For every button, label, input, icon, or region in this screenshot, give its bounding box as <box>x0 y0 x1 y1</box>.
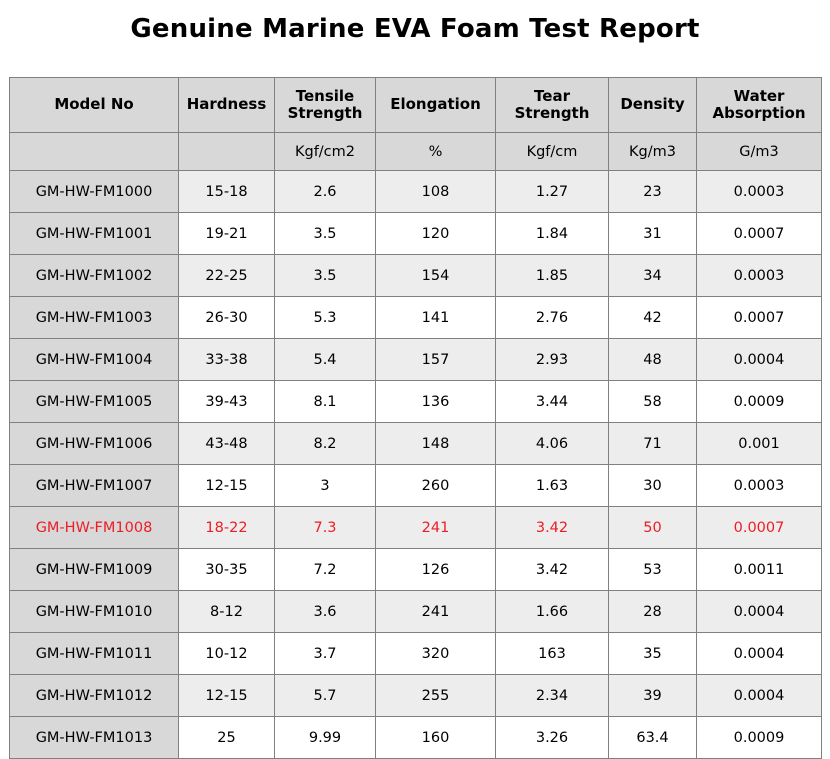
cell-value: 71 <box>609 423 697 465</box>
cell-value: 33-38 <box>179 339 275 381</box>
table-row <box>10 423 822 465</box>
report-page <box>0 10 830 757</box>
cell-value: 53 <box>609 549 697 591</box>
cell-value: 43-48 <box>179 423 275 465</box>
cell-value: 5.3 <box>275 297 376 339</box>
cell-value: 2.76 <box>496 297 609 339</box>
table-row <box>10 717 822 759</box>
cell-value: 0.0004 <box>697 675 822 717</box>
cell-model-no: GM-HW-FM1006 <box>10 423 179 465</box>
column-header-hardness: Hardness <box>179 78 275 133</box>
cell-value: 163 <box>496 633 609 675</box>
cell-value: 0.0009 <box>697 717 822 759</box>
cell-value: 63.4 <box>609 717 697 759</box>
cell-value: 0.0003 <box>697 255 822 297</box>
cell-value: 12-15 <box>179 465 275 507</box>
cell-value: 30-35 <box>179 549 275 591</box>
cell-value: 25 <box>179 717 275 759</box>
cell-value: 9.99 <box>275 717 376 759</box>
cell-value: 0.0004 <box>697 339 822 381</box>
cell-value: 34 <box>609 255 697 297</box>
cell-model-no: GM-HW-FM1010 <box>10 591 179 633</box>
table-header <box>10 78 822 171</box>
cell-value: 7.2 <box>275 549 376 591</box>
cell-value: 5.7 <box>275 675 376 717</box>
cell-model-no: GM-HW-FM1003 <box>10 297 179 339</box>
cell-model-no: GM-HW-FM1002 <box>10 255 179 297</box>
header-row-titles <box>10 78 822 133</box>
cell-value: 3.44 <box>496 381 609 423</box>
cell-value: 3.42 <box>496 507 609 549</box>
table-row <box>10 591 822 633</box>
column-header-model-no: Model No <box>10 78 179 133</box>
page-title: Genuine Marine EVA Foam Test Report <box>130 14 700 44</box>
cell-value: 23 <box>609 171 697 213</box>
cell-value: 30 <box>609 465 697 507</box>
cell-value: 148 <box>376 423 496 465</box>
cell-value: 39 <box>609 675 697 717</box>
cell-value: 19-21 <box>179 213 275 255</box>
cell-model-no: GM-HW-FM1004 <box>10 339 179 381</box>
cell-value: 18-22 <box>179 507 275 549</box>
cell-model-no: GM-HW-FM1000 <box>10 171 179 213</box>
unit-model-no <box>10 133 179 171</box>
cell-value: 0.0007 <box>697 507 822 549</box>
unit-hardness <box>179 133 275 171</box>
unit-water-absorption: G/m3 <box>697 133 822 171</box>
cell-value: 108 <box>376 171 496 213</box>
cell-value: 3.6 <box>275 591 376 633</box>
cell-value: 3 <box>275 465 376 507</box>
cell-value: 0.001 <box>697 423 822 465</box>
cell-value: 0.0007 <box>697 213 822 255</box>
column-header-density: Density <box>609 78 697 133</box>
test-report-table-wrapper <box>9 77 821 759</box>
cell-model-no: GM-HW-FM1012 <box>10 675 179 717</box>
cell-value: 15-18 <box>179 171 275 213</box>
cell-model-no: GM-HW-FM1001 <box>10 213 179 255</box>
cell-model-no: GM-HW-FM1005 <box>10 381 179 423</box>
cell-value: 154 <box>376 255 496 297</box>
cell-value: 4.06 <box>496 423 609 465</box>
table-row <box>10 255 822 297</box>
cell-value: 0.0004 <box>697 591 822 633</box>
cell-value: 28 <box>609 591 697 633</box>
cell-value: 7.3 <box>275 507 376 549</box>
cell-value: 0.0003 <box>697 465 822 507</box>
column-header-tear-strength: Tear Strength <box>496 78 609 133</box>
cell-value: 39-43 <box>179 381 275 423</box>
cell-value: 0.0003 <box>697 171 822 213</box>
cell-value: 136 <box>376 381 496 423</box>
cell-value: 126 <box>376 549 496 591</box>
cell-value: 3.42 <box>496 549 609 591</box>
table-row <box>10 633 822 675</box>
table-row <box>10 465 822 507</box>
cell-value: 2.6 <box>275 171 376 213</box>
cell-value: 3.26 <box>496 717 609 759</box>
table-row <box>10 297 822 339</box>
cell-value: 2.93 <box>496 339 609 381</box>
cell-value: 26-30 <box>179 297 275 339</box>
cell-value: 5.4 <box>275 339 376 381</box>
unit-elongation: % <box>376 133 496 171</box>
cell-value: 320 <box>376 633 496 675</box>
cell-value: 241 <box>376 591 496 633</box>
cell-value: 2.34 <box>496 675 609 717</box>
cell-value: 3.5 <box>275 255 376 297</box>
cell-value: 58 <box>609 381 697 423</box>
cell-value: 3.5 <box>275 213 376 255</box>
cell-value: 120 <box>376 213 496 255</box>
unit-tear-strength: Kgf/cm <box>496 133 609 171</box>
cell-value: 241 <box>376 507 496 549</box>
unit-density: Kg/m3 <box>609 133 697 171</box>
cell-value: 22-25 <box>179 255 275 297</box>
cell-value: 3.7 <box>275 633 376 675</box>
test-report-table <box>9 77 822 759</box>
cell-value: 0.0007 <box>697 297 822 339</box>
cell-value: 1.66 <box>496 591 609 633</box>
cell-value: 48 <box>609 339 697 381</box>
cell-value: 1.84 <box>496 213 609 255</box>
column-header-tensile-strength: Tensile Strength <box>275 78 376 133</box>
cell-model-no: GM-HW-FM1011 <box>10 633 179 675</box>
cell-value: 0.0004 <box>697 633 822 675</box>
cell-value: 255 <box>376 675 496 717</box>
cell-value: 8-12 <box>179 591 275 633</box>
cell-value: 12-15 <box>179 675 275 717</box>
cell-value: 157 <box>376 339 496 381</box>
table-row <box>10 339 822 381</box>
cell-value: 260 <box>376 465 496 507</box>
column-header-water-absorption: Water Absorption <box>697 78 822 133</box>
cell-value: 10-12 <box>179 633 275 675</box>
cell-value: 8.2 <box>275 423 376 465</box>
cell-value: 42 <box>609 297 697 339</box>
cell-value: 50 <box>609 507 697 549</box>
cell-value: 8.1 <box>275 381 376 423</box>
cell-value: 35 <box>609 633 697 675</box>
cell-value: 160 <box>376 717 496 759</box>
cell-model-no: GM-HW-FM1009 <box>10 549 179 591</box>
cell-value: 1.63 <box>496 465 609 507</box>
cell-value: 1.27 <box>496 171 609 213</box>
table-row <box>10 507 822 549</box>
column-header-elongation: Elongation <box>376 78 496 133</box>
table-row <box>10 675 822 717</box>
cell-value: 0.0009 <box>697 381 822 423</box>
unit-tensile-strength: Kgf/cm2 <box>275 133 376 171</box>
cell-value: 31 <box>609 213 697 255</box>
table-row <box>10 381 822 423</box>
cell-value: 0.0011 <box>697 549 822 591</box>
table-row <box>10 213 822 255</box>
cell-model-no: GM-HW-FM1007 <box>10 465 179 507</box>
cell-model-no: GM-HW-FM1008 <box>10 507 179 549</box>
table-row <box>10 549 822 591</box>
table-row <box>10 171 822 213</box>
header-row-units <box>10 133 822 171</box>
cell-value: 141 <box>376 297 496 339</box>
cell-model-no: GM-HW-FM1013 <box>10 717 179 759</box>
table-body <box>10 171 822 759</box>
cell-value: 1.85 <box>496 255 609 297</box>
